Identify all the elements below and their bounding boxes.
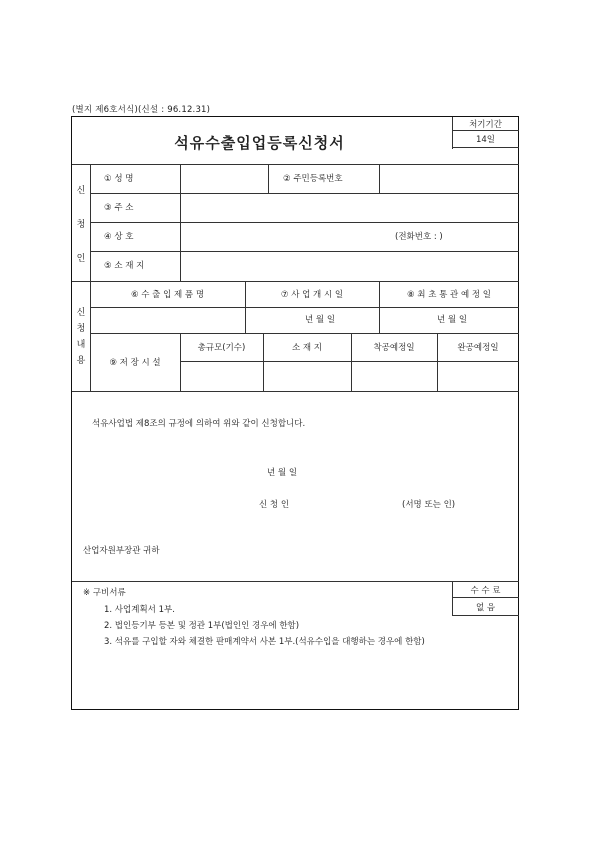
- date-line: 년 월 일: [267, 468, 298, 478]
- addressee: 산업자원부장관 귀하: [83, 546, 160, 556]
- applicant-sign-label: 신 청 인: [259, 500, 290, 510]
- location-label: ⑤ 소 재 지: [104, 261, 145, 271]
- processing-period-value: 14일: [475, 135, 496, 145]
- required-docs-header: ※ 구비서류: [83, 588, 126, 598]
- phone-label: (전화번호 : ): [395, 232, 443, 242]
- applicant-side-3: 인: [76, 254, 86, 264]
- address-label: ③ 주 소: [104, 203, 134, 213]
- form-title: 석유수출입업등록신청서: [174, 133, 345, 152]
- storage-col-start: 착공예정일: [373, 343, 415, 353]
- form-reference: (별지 제6호서식)(신설 : 96.12.31): [72, 105, 211, 115]
- processing-period-label: 처기기간: [469, 120, 502, 130]
- first-customs-label: ⑧ 최 초 통 관 예 정 일: [406, 290, 491, 300]
- application-form: [71, 116, 519, 710]
- storage-col-location: 소 재 지: [291, 343, 323, 353]
- business-start-date: 년 월 일: [305, 315, 336, 325]
- content-side-3: 내: [76, 340, 86, 350]
- name-label: ① 성 명: [104, 174, 134, 184]
- declaration-text: 석유사업법 제8조의 규정에 의하여 위와 같이 신청합니다.: [92, 419, 306, 429]
- sign-note: (서명 또는 인): [402, 500, 456, 510]
- rrn-label: ② 주민등록번호: [283, 174, 343, 184]
- storage-col-scale: 총규모(기수): [197, 343, 246, 353]
- product-label: ⑥ 수 출 입 제 품 명: [130, 290, 205, 300]
- content-side-1: 신: [76, 308, 86, 318]
- required-doc-2: 2. 법인등기부 등본 및 정관 1부(법인인 경우에 한함): [104, 621, 300, 631]
- required-doc-1: 1. 사업계획서 1부.: [104, 605, 175, 615]
- business-start-label: ⑦ 사 업 개 시 일: [280, 290, 344, 300]
- content-side-2: 청: [76, 324, 86, 334]
- storage-label: ⑨ 저 장 시 설: [109, 358, 161, 368]
- trade-name-label: ④ 상 호: [104, 232, 134, 242]
- applicant-side-1: 신: [76, 186, 86, 196]
- storage-col-complete: 완공예정일: [457, 343, 499, 353]
- applicant-side-2: 청: [76, 220, 86, 230]
- required-doc-3: 3. 석유를 구입할 자와 체결한 판매계약서 사본 1부.(석유수입을 대행하는 경우에 한함): [104, 637, 425, 647]
- fee-value: 없 음: [475, 602, 496, 613]
- first-customs-date: 년 월 일: [437, 315, 468, 325]
- content-side-4: 용: [76, 356, 86, 366]
- fee-label: 수 수 료: [470, 585, 501, 596]
